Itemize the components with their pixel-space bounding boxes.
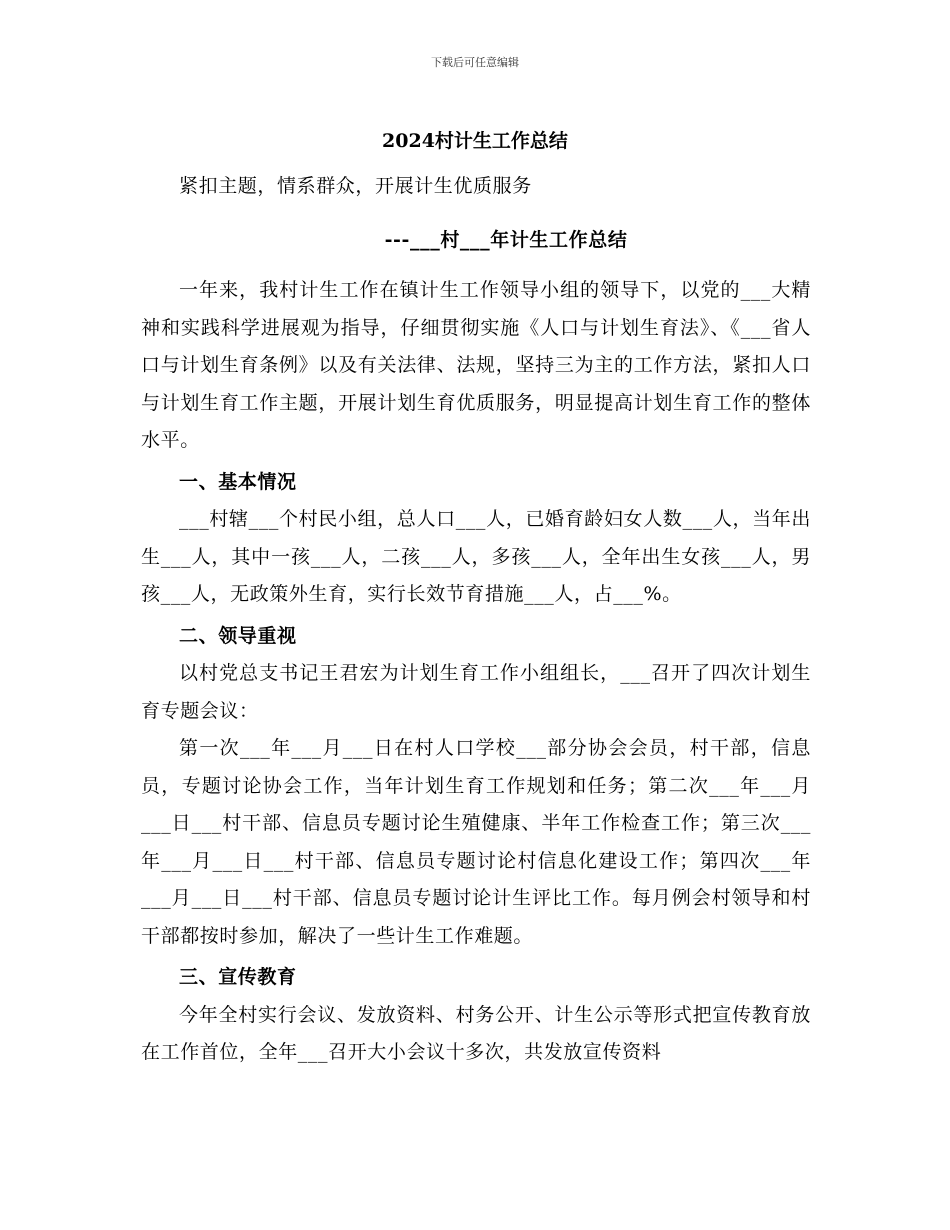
document-title: 2024村计生工作总结	[382, 130, 568, 152]
document-subtitle-report: ---___村___年计生工作总结	[384, 228, 628, 251]
section-heading-basic: 一、基本情况	[179, 470, 297, 493]
document-subtitle: 紧扣主题，情系群众，开展计生优质服务	[179, 175, 532, 197]
section-heading-leadership: 二、领导重视	[179, 624, 297, 647]
section-publicity-paragraph: 今年全村实行会议、发放资料、村务公开、计生公示等形式把宣传教育放在工作首位，全年___召开大小会议十多次，共发放宣传资料	[141, 1003, 811, 1063]
document-body	[141, 168, 811, 1072]
section-basic-paragraph: ___村辖___个村民小组，总人口___人，已婚育龄妇女人数___人，当年出生___人，其中一孩___人，二孩___人，多孩___人，全年出生女孩___人，男孩___人，无政策外生育，实行长效节育措施___人，占___%。	[141, 508, 811, 605]
header-note: 下载后可任意编辑	[431, 56, 519, 69]
section-leadership-paragraph-1: 以村党总支书记王君宏为计划生育工作小组组长，___召开了四次计划生育专题会议：	[141, 662, 811, 722]
intro-paragraph: 一年来，我村计生工作在镇计生工作领导小组的领导下，以党的___大精神和实践科学进展观为指导，仔细贯彻实施《人口与计划生育法》、《___省人口与计划生育条例》以及有关法律、法规，坚持三为主的工作方法，紧扣人口与计划生育工作主题，开展计划生育优质服务，明显提高计划生育工作的整体水平。	[141, 279, 811, 451]
section-heading-publicity: 三、宣传教育	[179, 966, 297, 988]
section-leadership-paragraph-2: 第一次___年___月___日在村人口学校___部分协会会员，村干部，信息员，专题讨论协会工作，当年计划生育工作规划和任务；第二次___年___月___日___村干部、信息员专题讨论生殖健康、半年工作检查工作；第三次___年___月___日___村干部、信息员专题讨论村信息化建设工作；第四次___年___月___日___村干部、信息员专题讨论计生评比工作。每月例会村领导和村干部都按时参加，解决了一些计生工作难题。	[141, 737, 811, 947]
